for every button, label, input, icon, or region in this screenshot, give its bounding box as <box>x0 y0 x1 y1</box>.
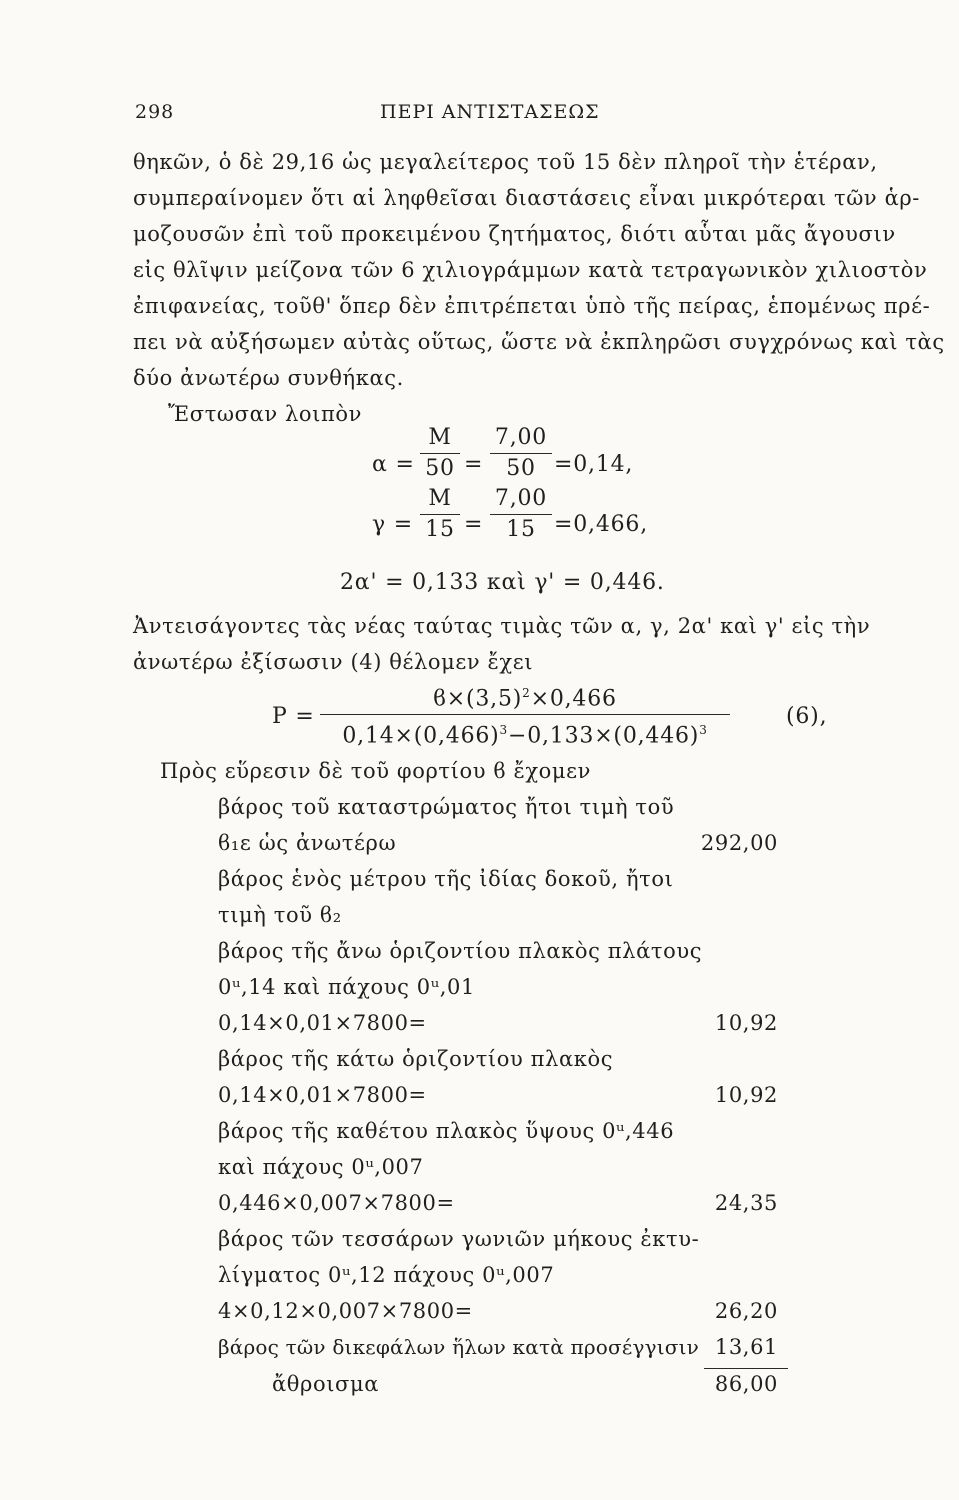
eq-gamma-fraction-1 <box>420 486 460 543</box>
item-text: τιμὴ τοῦ ϐ₂ <box>218 903 342 927</box>
paragraph-line: πει νὰ αὐξήσωμεν αὐτὰς οὕτως, ὥστε νὰ ἐκπληρῶσι συγχρόνως καὶ τὰς <box>133 330 945 354</box>
paragraph-line: δύο ἀνωτέρω συνθήκας. <box>133 366 404 390</box>
den-exponent: 3 <box>499 723 508 738</box>
item-text: 0ᵘ,14 καὶ πάχους 0ᵘ,01 <box>218 975 475 999</box>
total-value: 86,00 <box>714 1372 778 1396</box>
eq-gamma-lhs: γ = <box>372 512 413 537</box>
item-value: 24,35 <box>714 1191 778 1215</box>
fraction-numerator: M <box>428 425 452 450</box>
item-text: λίγματος 0ᵘ,12 πάχους 0ᵘ,007 <box>218 1263 555 1287</box>
running-title: ΠΕΡΙ ΑΝΤΙΣΤΑΣΕΩΣ <box>380 101 600 123</box>
paragraph-line: μοζουσῶν ἐπὶ τοῦ προκειμένου ζητήματος, διότι αὗται μᾶς ἄγουσιν <box>133 222 896 246</box>
item-text: 0,14×0,01×7800= <box>218 1011 427 1035</box>
fraction-denominator: 50 <box>506 456 536 481</box>
item-value: 26,20 <box>714 1299 778 1323</box>
den-part: 0,14×(0,466) <box>342 723 500 749</box>
den-part: −0,133×(0,446) <box>507 723 700 749</box>
item-text: βάρος ἑνὸς μέτρου τῆς ἰδίας δοκοῦ, ἤτοι <box>218 867 674 891</box>
num-exponent: 2 <box>522 686 531 700</box>
eq-alpha-equals: = <box>464 452 484 477</box>
fraction-denominator: 15 <box>425 517 455 542</box>
eq-alpha-lhs: α = <box>372 452 415 477</box>
item-text: βάρος τῶν δικεφάλων ἥλων κατὰ προσέγγισιν <box>218 1335 700 1359</box>
item-text: βάρος τῆς κάτω ὁριζοντίου πλακὸς <box>218 1047 614 1071</box>
paragraph-line: συμπεραίνομεν ὅτι αἱ ληφθεῖσαι διαστάσεις εἶναι μικρότεραι τῶν ἁρ- <box>133 186 920 210</box>
item-value: 292,00 <box>700 831 778 855</box>
fraction-bar <box>490 453 552 454</box>
total-label: ἄθροισμα <box>272 1372 380 1396</box>
item-text: καὶ πάχους 0ᵘ,007 <box>218 1155 424 1179</box>
den-exponent: 3 <box>699 723 708 738</box>
eq-alpha-result: =0,14, <box>554 452 634 477</box>
fraction-numerator: 7,00 <box>494 425 548 450</box>
load-intro: Πρὸς εὕρεσιν δὲ τοῦ φορτίου ϐ ἔχομεν <box>160 759 591 783</box>
equation-label: (6), <box>786 704 828 729</box>
paragraph-line: ἐπιφανείας, τοῦθ' ὅπερ δὲν ἐπιτρέπεται ὑπὸ τῆς πείρας, ἑπομένως πρέ- <box>133 294 931 318</box>
main-eq-lhs: P = <box>272 704 315 729</box>
fraction-bar <box>320 714 730 715</box>
fraction-denominator: 15 <box>506 517 536 542</box>
item-value: 10,92 <box>714 1011 778 1035</box>
item-text: βάρος τῆς ἄνω ὁριζοντίου πλακὸς πλάτους <box>218 939 703 963</box>
num-part: ϐ×(3,5) <box>433 686 523 712</box>
paragraph-line: εἰς θλῖψιν μείζονα τῶν 6 χιλιογράμμων κατὰ τετραγωνικὸν χιλιοστὸν <box>133 258 928 282</box>
fraction-numerator: 7,00 <box>494 486 548 511</box>
item-text: βάρος τῶν τεσσάρων γωνιῶν μήκους ἐκτυ- <box>218 1227 700 1251</box>
let-line: Ἔστωσαν λοιπὸν <box>168 402 363 426</box>
item-text: βάρος τῆς καθέτου πλακὸς ὕψους 0ᵘ,446 <box>218 1119 675 1143</box>
eq-alpha-fraction-2 <box>490 425 552 482</box>
fraction-numerator: M <box>428 486 452 511</box>
sum-rule <box>704 1368 788 1369</box>
paragraph-line: θηκῶν, ὁ δὲ 29,16 ὡς μεγαλείτερος τοῦ 15 δὲν πληροῖ τὴν ἑτέραν, <box>133 150 878 174</box>
fraction-bar <box>490 514 552 515</box>
item-value: 13,61 <box>714 1335 778 1359</box>
fraction-denominator: 50 <box>425 456 455 481</box>
subst-line: ἀνωτέρω ἐξίσωσιν (4) θέλομεν ἔχει <box>133 650 534 674</box>
eq-third: 2α' = 0,133 καὶ γ' = 0,446. <box>340 570 665 595</box>
item-text: βάρος τοῦ καταστρώματος ἤτοι τιμὴ τοῦ <box>218 795 675 819</box>
eq-gamma-equals: = <box>464 512 484 537</box>
fraction-bar <box>420 453 460 454</box>
item-text: 0,446×0,007×7800= <box>218 1191 455 1215</box>
eq-alpha-fraction-1 <box>420 425 460 482</box>
fraction-bar <box>420 514 460 515</box>
eq-gamma-fraction-2 <box>490 486 552 543</box>
item-text: 4×0,12×0,007×7800= <box>218 1299 473 1323</box>
item-text: ϐ₁ε ὡς ἀνωτέρω <box>218 831 397 855</box>
item-value: 10,92 <box>714 1083 778 1107</box>
num-part: ×0,466 <box>530 686 617 712</box>
page-number: 298 <box>135 101 175 123</box>
eq-gamma-result: =0,466, <box>554 512 649 537</box>
fraction-numerator <box>320 680 730 712</box>
main-eq-fraction <box>320 680 730 750</box>
item-text: 0,14×0,01×7800= <box>218 1083 427 1107</box>
fraction-denominator <box>320 717 730 749</box>
subst-line: Ἀντεισάγοντες τὰς νέας ταύτας τιμὰς τῶν α, γ, 2α' καὶ γ' εἰς τὴν <box>133 614 871 638</box>
